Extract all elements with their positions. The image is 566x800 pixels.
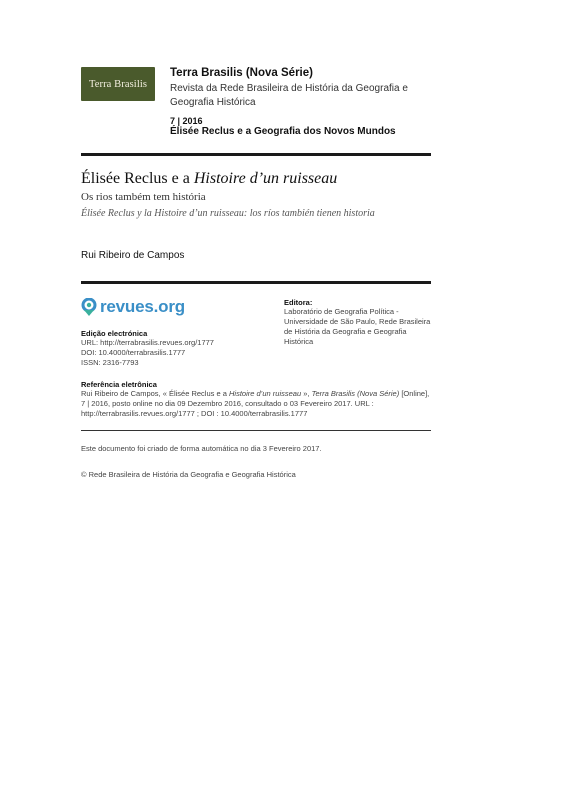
copyright-notice: © Rede Brasileira de História da Geografia e Geografia Histórica bbox=[81, 470, 296, 479]
journal-subtitle: Revista da Rede Brasileira de História da Geografia e Geografia Histórica bbox=[170, 83, 408, 108]
reference-label: Referência eletrônica bbox=[81, 380, 157, 389]
edition-label: Edição electrónica bbox=[81, 329, 148, 338]
header-divider bbox=[81, 153, 431, 156]
author-divider bbox=[81, 281, 431, 284]
edition-doi[interactable]: DOI: 10.4000/terrabrasilis.1777 bbox=[81, 348, 186, 357]
article-title bbox=[81, 170, 337, 188]
editora-label: Editora: bbox=[284, 298, 313, 307]
article-subtitle: Os rios também tem história bbox=[81, 191, 206, 203]
edition-issn: ISSN: 2316-7793 bbox=[81, 358, 139, 367]
article-author[interactable]: Rui Ribeiro de Campos bbox=[81, 250, 185, 261]
article-title-italic: Histoire d’un ruisseau bbox=[193, 170, 338, 187]
reference-part-2: », bbox=[301, 389, 312, 398]
edition-url[interactable]: URL: http://terrabrasilis.revues.org/1777 bbox=[81, 338, 214, 347]
editora-text: Laboratório de Geografia Política - Universidade de São Paulo, Rede Brasileira de História da Geografia e Geografia Histórica bbox=[284, 307, 431, 346]
reference-part-3: [Online], 7 | 2016, posto online no dia 09 Dezembro 2016, consultado o 03 Fevereiro 2017. URL : http://terrabrasilis.revues.org/1777 ; DOI : 10.4000/terrabrasilis.1777 bbox=[81, 389, 430, 418]
reference-italic-2: Terra Brasilis (Nova Série) bbox=[311, 389, 400, 398]
revues-badge-icon bbox=[81, 298, 98, 317]
reference-part-1: Rui Ribeiro de Campos, « Élisée Reclus e a bbox=[81, 389, 229, 398]
article-alt-title: Élisée Reclus y la Histoire d’un ruisseau: los ríos también tienen historia bbox=[81, 208, 375, 219]
footer-divider bbox=[81, 430, 431, 431]
reference-text bbox=[81, 389, 431, 419]
reference-italic-1: Histoire d’un ruisseau bbox=[229, 389, 302, 398]
auto-generated-note: Este documento foi criado de forma automática no dia 3 Fevereiro 2017. bbox=[81, 444, 322, 453]
article-title-plain: Élisée Reclus e a bbox=[81, 170, 194, 187]
journal-logo bbox=[81, 67, 155, 101]
edition-info bbox=[81, 338, 214, 368]
revues-logo-text: revues.org bbox=[100, 297, 185, 316]
issue-title[interactable]: Élisée Reclus e a Geografia dos Novos Mundos bbox=[170, 126, 396, 137]
issue-number[interactable]: 7 | 2016 bbox=[170, 116, 203, 126]
journal-logo-text: Terra Brasilis bbox=[88, 78, 148, 90]
revues-logo[interactable] bbox=[81, 297, 185, 317]
journal-title[interactable]: Terra Brasilis (Nova Série) bbox=[170, 67, 313, 79]
